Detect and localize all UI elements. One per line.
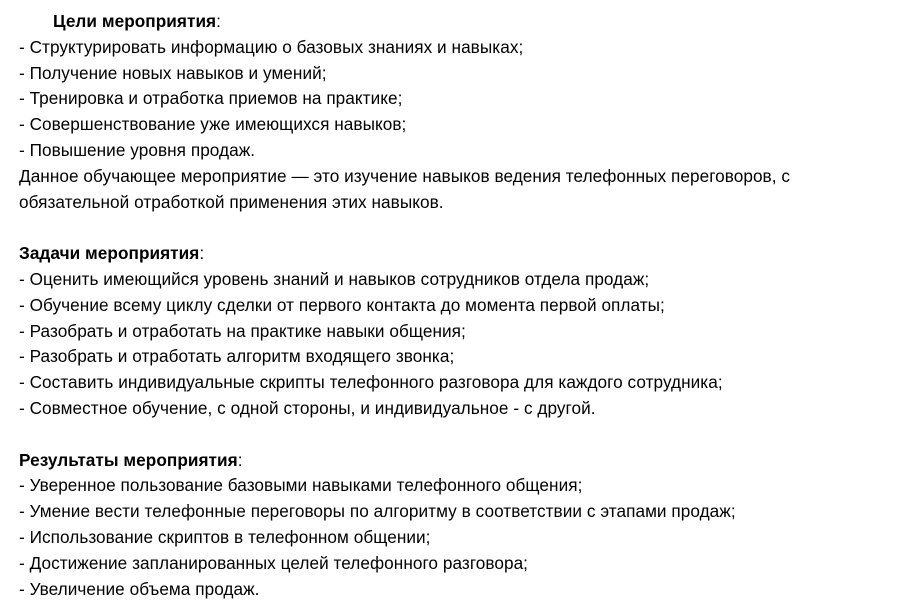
tasks-item: - Оценить имеющийся уровень знаний и навыков сотрудников отдела продаж; [19, 268, 650, 289]
goals-item: - Получение новых навыков и умений; [19, 62, 327, 83]
goals-item: - Структурировать информацию о базовых знаниях и навыках; [19, 36, 524, 57]
tasks-item: - Обучение всему циклу сделки от первого контакта до момента первой оплаты; [19, 294, 665, 315]
goals-item: - Совершенствование уже имеющихся навыков; [19, 114, 407, 135]
tasks-item: - Разобрать и отработать на практике навыки общения; [19, 320, 466, 341]
goals-heading-label: Цели мероприятия [53, 11, 217, 31]
results-item: - Достижение запланированных целей телефонного разговора; [19, 552, 529, 573]
results-item: - Уверенное пользование базовыми навыками телефонного общения; [19, 475, 583, 496]
results-item: - Увеличение объема продаж. [19, 578, 260, 599]
results-item: - Использование скриптов в телефонном общении; [19, 526, 431, 547]
tasks-heading [19, 241, 899, 267]
tasks-heading-colon: : [199, 243, 205, 264]
section-spacer [19, 215, 899, 241]
goals-heading [19, 9, 899, 35]
tasks-heading-label: Задачи мероприятия [19, 243, 200, 264]
goals-heading-colon: : [216, 11, 221, 31]
results-item: - Умение вести телефонные переговоры по алгоритму в соответствии с этапами продаж; [19, 501, 736, 522]
section-spacer [19, 422, 899, 448]
goals-item: - Тренировка и отработка приемов на практике; [19, 88, 403, 109]
results-heading-label: Результаты мероприятия [19, 449, 238, 470]
goals-description: Данное обучающее мероприятие — это изучение навыков ведения телефонных переговоров, с обязательной отработкой применения этих навыков. [19, 165, 791, 212]
tasks-item: - Составить индивидуальные скрипты телефонного разговора для каждого сотрудника; [19, 372, 723, 393]
goals-item: - Повышение уровня продаж. [19, 139, 256, 160]
results-heading-colon: : [237, 449, 243, 470]
results-heading [19, 448, 899, 474]
tasks-item: - Разобрать и отработать алгоритм входящего звонка; [19, 346, 455, 367]
tasks-item: - Совместное обучение, с одной стороны, и индивидуальное - с другой. [19, 397, 596, 418]
document-body [19, 9, 899, 602]
